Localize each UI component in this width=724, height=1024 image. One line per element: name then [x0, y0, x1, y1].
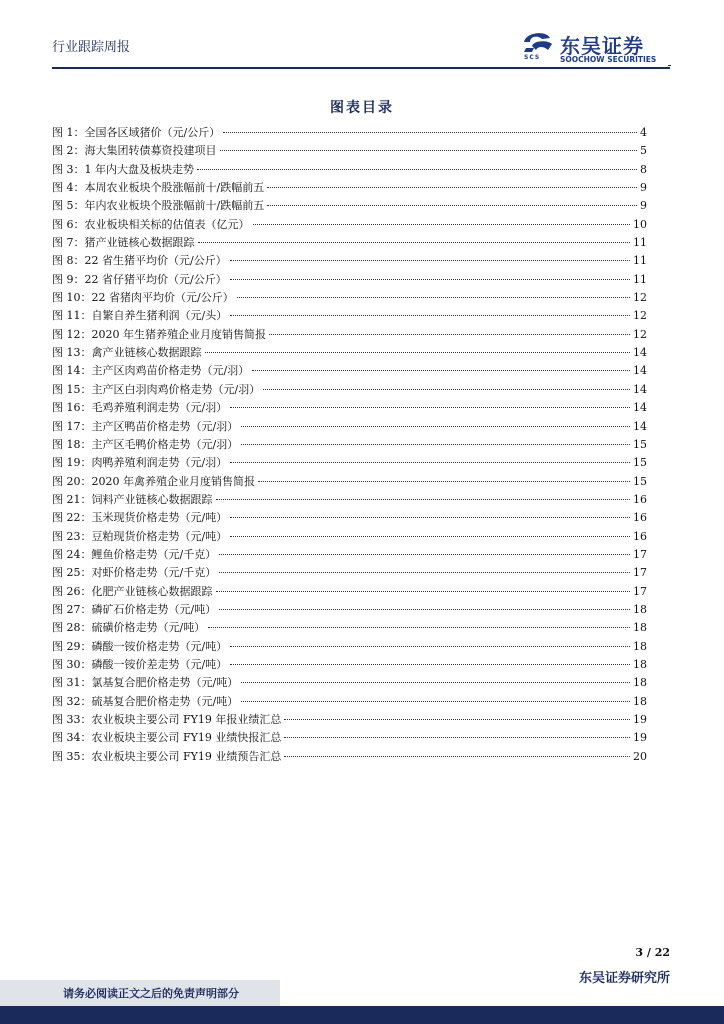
- toc-leader-dots: [269, 334, 630, 335]
- toc-entry-page: 5: [640, 144, 647, 158]
- toc-entry[interactable]: [52, 693, 647, 711]
- toc-leader-dots: [198, 242, 631, 243]
- toc-entry[interactable]: [52, 619, 647, 637]
- toc-entry[interactable]: [52, 381, 647, 399]
- toc-entry[interactable]: [52, 473, 647, 491]
- toc-entry-label: 图 21：饲料产业链核心数据跟踪: [52, 492, 213, 506]
- toc-leader-dots: [208, 627, 630, 628]
- toc-leader-dots: [216, 499, 631, 500]
- toc-entry[interactable]: [52, 711, 647, 729]
- toc-leader-dots: [219, 609, 630, 610]
- toc-entry-label: 图 2：海大集团转债募资投建项目: [52, 144, 217, 158]
- toc-entry-label: 图 32：硫基复合肥价格走势（元/吨）: [52, 694, 239, 708]
- logo-brand-english: SOOCHOW SECURITIES: [560, 55, 657, 64]
- toc-leader-dots: [241, 682, 630, 683]
- toc-entry-label: 图 20：2020 年禽养殖企业月度销售简报: [52, 474, 255, 488]
- toc-entry-page: 12: [633, 291, 647, 305]
- toc-entry[interactable]: [52, 344, 647, 362]
- toc-leader-dots: [219, 572, 630, 573]
- toc-entry-label: 图 30：磷酸一铵价差走势（元/吨）: [52, 657, 228, 671]
- toc-entry-page: 14: [633, 364, 647, 378]
- disclaimer-bar: [0, 980, 280, 1006]
- toc-entry-label: 图 28：硫磺价格走势（元/吨）: [52, 621, 206, 635]
- toc-entry-page: 8: [640, 162, 647, 176]
- toc-entry[interactable]: [52, 197, 647, 215]
- toc-leader-dots: [252, 370, 630, 371]
- toc-entry-page: 10: [633, 217, 647, 231]
- toc-entry-label: 图 35：农业板块主要公司 FY19 业绩预告汇总: [52, 749, 282, 763]
- toc-entry[interactable]: [52, 638, 647, 656]
- toc-leader-dots: [230, 407, 630, 408]
- toc-entry-page: 19: [633, 731, 647, 745]
- toc-leader-dots: [267, 187, 637, 188]
- toc-entry[interactable]: [52, 454, 647, 472]
- toc-entry-label: 图 10：22 省猪肉平均价（元/公斤）: [52, 291, 234, 305]
- toc-leader-dots: [230, 279, 630, 280]
- toc-leader-dots: [237, 297, 630, 298]
- toc-entry-page: 15: [633, 437, 647, 451]
- toc-entry-page: 18: [633, 639, 647, 653]
- header-section-label: 行业跟踪周报: [52, 40, 131, 55]
- toc-entry-page: 15: [633, 474, 647, 488]
- toc-leader-dots: [197, 169, 637, 170]
- toc-entry-page: 16: [633, 492, 647, 506]
- toc-entry-label: 图 13：禽产业链核心数据跟踪: [52, 346, 202, 360]
- toc-entry-page: 11: [633, 254, 647, 268]
- toc-entry[interactable]: [52, 656, 647, 674]
- toc-entry-page: 11: [633, 272, 647, 286]
- toc-entry-page: 9: [640, 199, 647, 213]
- toc-entry-page: 15: [633, 456, 647, 470]
- brand-logo: [520, 30, 670, 66]
- logo-brand-chinese: 东吴证券: [560, 34, 644, 58]
- toc-entry-label: 图 11：自繁自养生猪利润（元/头）: [52, 309, 228, 323]
- toc-entry[interactable]: [52, 601, 647, 619]
- toc-entry[interactable]: [52, 271, 647, 289]
- toc-entry-label: 图 19：肉鸭养殖利润走势（元/羽）: [52, 456, 228, 470]
- toc-leader-dots: [241, 426, 630, 427]
- toc-entry-page: 17: [633, 547, 647, 561]
- toc-leader-dots: [230, 646, 630, 647]
- toc-entry[interactable]: [52, 179, 647, 197]
- toc-entry-label: 图 8：22 省生猪平均价（元/公斤）: [52, 254, 227, 268]
- toc-entry-label: 图 27：磷矿石价格走势（元/吨）: [52, 602, 217, 616]
- toc-entry[interactable]: [52, 289, 647, 307]
- toc-entry-label: 图 9：22 省仔猪平均价（元/公斤）: [52, 272, 227, 286]
- toc-entry[interactable]: [52, 399, 647, 417]
- toc-entry-page: 11: [633, 236, 647, 250]
- header-divider: [52, 67, 670, 69]
- page-number: 3 / 22: [635, 946, 670, 959]
- toc-leader-dots: [205, 352, 631, 353]
- toc-entry-page: 12: [633, 309, 647, 323]
- toc-entry-label: 图 17：主产区鸭苗价格走势（元/羽）: [52, 419, 239, 433]
- toc-entry-page: 14: [633, 419, 647, 433]
- toc-leader-dots: [230, 664, 630, 665]
- toc-leader-dots: [230, 462, 630, 463]
- toc-entry-label: 图 26：化肥产业链核心数据跟踪: [52, 584, 213, 598]
- toc-entry-label: 图 23：豆粕现货价格走势（元/吨）: [52, 529, 228, 543]
- toc-leader-dots: [223, 132, 637, 133]
- toc-leader-dots: [219, 554, 630, 555]
- toc-entry[interactable]: [52, 729, 647, 747]
- toc-entry[interactable]: [52, 583, 647, 601]
- toc-entry-label: 图 12：2020 年生猪养殖企业月度销售简报: [52, 327, 266, 341]
- toc-entry-page: 18: [633, 694, 647, 708]
- toc-entry[interactable]: [52, 509, 647, 527]
- toc-entry[interactable]: [52, 307, 647, 325]
- toc-leader-dots: [284, 719, 630, 720]
- toc-entry[interactable]: [52, 362, 647, 380]
- toc-entry-page: 12: [633, 327, 647, 341]
- toc-entry[interactable]: [52, 418, 647, 436]
- toc-entry[interactable]: [52, 436, 647, 454]
- toc-entry[interactable]: [52, 528, 647, 546]
- toc-entry-page: 16: [633, 511, 647, 525]
- toc-entry-page: 18: [633, 621, 647, 635]
- toc-entry-label: 图 15：主产区白羽肉鸡价格走势（元/羽）: [52, 382, 261, 396]
- toc-entry-page: 14: [633, 382, 647, 396]
- toc-entry-page: 9: [640, 181, 647, 195]
- toc-entry-page: 4: [640, 126, 647, 139]
- toc-list: [52, 124, 647, 766]
- toc-entry-page: 18: [633, 657, 647, 671]
- toc-entry-page: 16: [633, 529, 647, 543]
- toc-leader-dots: [253, 224, 631, 225]
- toc-leader-dots: [230, 315, 630, 316]
- toc-leader-dots: [263, 389, 630, 390]
- toc-entry-label: 图 34：农业板块主要公司 FY19 业绩快报汇总: [52, 731, 282, 745]
- toc-leader-dots: [241, 444, 630, 445]
- toc-leader-dots: [230, 260, 630, 261]
- toc-entry[interactable]: [52, 674, 647, 692]
- toc-entry[interactable]: [52, 326, 647, 344]
- toc-entry[interactable]: [52, 564, 647, 582]
- footer-organization: 东吴证券研究所: [578, 971, 670, 986]
- toc-entry-page: 17: [633, 584, 647, 598]
- toc-entry[interactable]: [52, 234, 647, 252]
- toc-entry[interactable]: [52, 124, 647, 142]
- toc-entry-page: 20: [633, 749, 647, 763]
- disclaimer-text: 请务必阅读正文之后的免责声明部分: [63, 987, 239, 1000]
- logo-emblem-text: SCS: [524, 54, 541, 61]
- toc-leader-dots: [241, 701, 630, 702]
- toc-leader-dots: [216, 591, 631, 592]
- toc-entry-page: 18: [633, 676, 647, 690]
- toc-entry-label: 图 18：主产区毛鸭价格走势（元/羽）: [52, 437, 239, 451]
- toc-leader-dots: [220, 150, 638, 151]
- toc-leader-dots: [230, 517, 630, 518]
- toc-entry-label: 图 29：磷酸一铵价格走势（元/吨）: [52, 639, 228, 653]
- toc-entry[interactable]: [52, 252, 647, 270]
- toc-entry-label: 图 3：1 年内大盘及板块走势: [52, 162, 194, 176]
- toc-entry-page: 14: [633, 401, 647, 415]
- footer-band: [0, 1006, 724, 1024]
- toc-entry-label: 图 14：主产区肉鸡苗价格走势（元/羽）: [52, 364, 250, 378]
- toc-entry-page: 14: [633, 346, 647, 360]
- toc-entry-label: 图 4：本周农业板块个股涨幅前十/跌幅前五: [52, 181, 265, 195]
- toc-leader-dots: [284, 737, 630, 738]
- toc-entry[interactable]: [52, 216, 647, 234]
- toc-entry-page: 17: [633, 566, 647, 580]
- toc-entry-label: 图 25：对虾价格走势（元/千克）: [52, 566, 217, 580]
- toc-title: 图表目录: [330, 100, 394, 116]
- toc-entry-label: 图 31：氯基复合肥价格走势（元/吨）: [52, 676, 239, 690]
- toc-leader-dots: [267, 205, 637, 206]
- toc-entry-label: 图 16：毛鸡养殖利润走势（元/羽）: [52, 401, 228, 415]
- toc-entry-page: 18: [633, 602, 647, 616]
- toc-leader-dots: [284, 756, 630, 757]
- toc-leader-dots: [230, 536, 630, 537]
- toc-entry-label: 图 24：鲤鱼价格走势（元/千克）: [52, 547, 217, 561]
- toc-entry[interactable]: [52, 748, 647, 766]
- toc-entry[interactable]: [52, 491, 647, 509]
- toc-entry[interactable]: [52, 161, 647, 179]
- toc-entry-label: 图 6：农业板块相关标的估值表（亿元）: [52, 217, 250, 231]
- toc-entry-label: 图 5：年内农业板块个股涨幅前十/跌幅前五: [52, 199, 265, 213]
- toc-entry-page: 19: [633, 713, 647, 726]
- toc-entry-label: 图 1：全国各区域猪价（元/公斤）: [52, 126, 221, 139]
- toc-entry-label: 图 7：猪产业链核心数据跟踪: [52, 236, 195, 250]
- toc-entry[interactable]: [52, 142, 647, 160]
- toc-entry-label: 图 22：玉米现货价格走势（元/吨）: [52, 511, 228, 525]
- toc-entry-label: 图 33：农业板块主要公司 FY19 年报业绩汇总: [52, 713, 282, 726]
- toc-entry[interactable]: [52, 546, 647, 564]
- header-divider-tick: [668, 65, 671, 66]
- toc-leader-dots: [258, 481, 630, 482]
